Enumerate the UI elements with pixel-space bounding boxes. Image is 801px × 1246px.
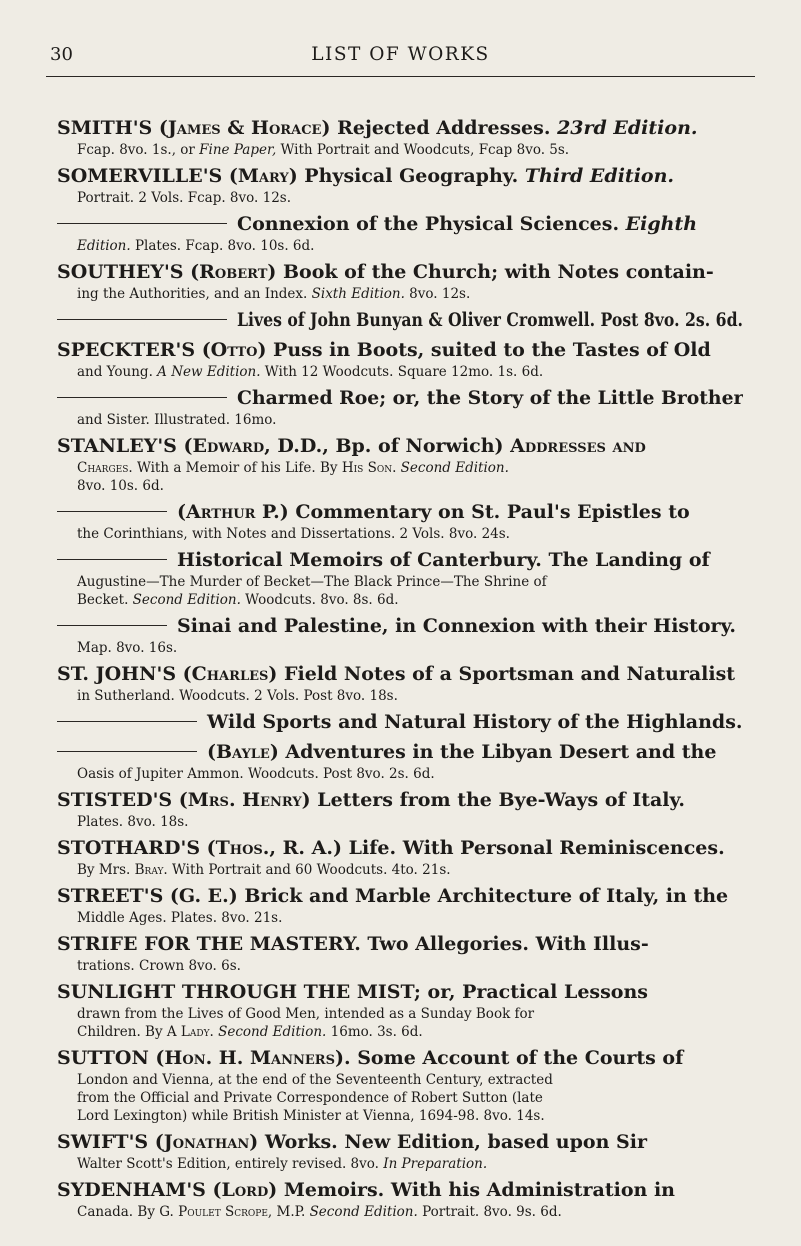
entry-text: With a Memoir of his Life. By [132,460,342,476]
entry-heading [57,710,743,735]
entry-text: Second Edition. [213,1024,327,1040]
entry-text: Charges. [77,460,133,476]
entry-text: 16mo. 3s. 6d. [326,1024,423,1040]
entry-text: Lives of John Bunyan & Oliver Cromwell. Post 8vo. 2s. 6d. [237,309,743,331]
entry-text: Portrait. 8vo. 9s. 6d. [417,1204,562,1220]
ditto-dash [57,751,197,752]
entry-text: Bray. [134,862,168,878]
entry-text: Life. With Personal Reminiscences. [348,837,725,859]
entry-text: Physical Geography. [304,165,519,187]
work-entry [57,500,743,543]
entry-detail-line [57,1089,743,1107]
entry-text: Letters from the Bye-Ways of Italy. [317,789,685,811]
page-number: 30 [50,44,73,65]
entry-detail-line [57,285,743,303]
work-entry [57,836,743,879]
entry-text: Third Edition. [518,165,675,187]
entry-text: Oasis of Jupiter Ammon. Woodcuts. Post 8vo. 2s. 6d. [77,766,435,782]
entry-text: 8vo. 12s. [404,286,471,302]
entry-detail-line [57,591,743,609]
entry-text: 8vo. 10s. 6d. [77,478,164,494]
entry-text: (Mary) [222,165,305,187]
entry-text: D.D., Bp. of Norwich) [277,435,504,457]
entry-heading [57,164,743,189]
entry-text: Puss in Boots, suited to the Tastes of Old [273,339,711,361]
entry-text: SUNLIGHT THROUGH THE MIST; or, Practical Lessons [57,981,648,1003]
entry-text: (Bayle) [207,741,286,763]
entry-heading [57,788,743,813]
entry-text: Second Edition. [132,592,241,608]
ditto-dash [57,721,197,722]
entry-text: SWIFT'S [57,1131,149,1153]
entry-text: from the Official and Private Correspondence of Robert Sutton (late [77,1090,543,1106]
entry-text: (Arthur P.) [177,501,296,523]
work-entry [57,932,743,975]
work-entry [57,1178,743,1221]
entry-text: A Lady. [166,1024,214,1040]
ditto-dash [57,511,167,512]
work-entry [57,614,743,657]
entry-heading [57,212,743,237]
entry-text: Lord Lexington) while British Minister at Vienna, 1694-98. 8vo. 14s. [77,1108,545,1124]
entry-detail-line [57,687,743,705]
entry-text: Walter Scott's Edition, entirely revised. 8vo. [77,1156,384,1172]
entry-text: Charmed Roe; or, the Story of the Little Brother [237,387,743,409]
entry-text: Brick and Marble Architecture of Italy, in the [244,885,729,907]
entry-text: Canada. By [77,1204,160,1220]
entry-text: STISTED'S [57,789,173,811]
entry-detail-line [57,1107,743,1125]
entry-text: Eighth [619,213,698,235]
entry-text: (Lord) [205,1179,284,1201]
entry-detail-line [57,1155,743,1173]
entry-text: drawn from the Lives of Good Men, intended as a Sunday Book for [77,1006,535,1022]
work-entry [57,740,743,783]
entry-detail-line [57,525,743,543]
entry-text: Connexion of the Physical Sciences. [237,213,620,235]
ditto-dash [57,397,227,398]
entry-detail-line [57,189,743,207]
ditto-dash [57,319,227,320]
work-entry [57,1046,743,1125]
entry-text: Second Edition. [396,460,509,476]
entry-heading [57,932,743,957]
entry-text: M.P. [272,1204,310,1220]
entry-text: Field Notes of a Sportsman and Naturalist [284,663,736,685]
entry-detail-line [57,1023,743,1041]
work-entry [57,260,743,303]
entry-text: Addresses and [503,435,646,457]
entry-text: Children. By [77,1024,167,1040]
entry-text: SPECKTER'S [57,339,196,361]
work-entry [57,788,743,831]
work-entry [57,548,743,609]
entry-text: A New Edition. [157,364,261,380]
work-entry [57,1130,743,1173]
entry-text: G. Poulet Scrope, [159,1204,273,1220]
entry-detail-line [57,639,743,657]
entry-text: Fine Paper, [199,142,277,158]
entry-detail-line [57,813,743,831]
entry-text: With Portrait and Woodcuts, Fcap 8vo. 5s. [276,142,570,158]
work-entry [57,434,743,495]
entry-text: 23rd Edition. [550,117,698,139]
entry-heading [57,116,743,141]
entry-text: Plates. Fcap. 8vo. 10s. 6d. [130,238,315,254]
entry-text: Historical Memoirs of Canterbury. The Landing of [177,549,710,571]
entry-detail-line [57,141,743,159]
entry-detail-line [57,1071,743,1089]
entry-text: STRIFE FOR THE MASTERY. Two Allegories. With Illus- [57,933,649,955]
entry-text: (Otto) [195,339,274,361]
entry-text: In Preparation. [383,1156,488,1172]
page-title: LIST OF WORKS [311,44,490,65]
entry-text: London and Vienna, at the end of the Seventeenth Century, extracted [77,1072,553,1088]
ditto-dash [57,625,167,626]
entry-detail-line [57,909,743,927]
work-entry [57,212,743,255]
entry-text: (James & Horace) [152,117,338,139]
entry-detail-line [57,1005,743,1023]
entry-text: SOUTHEY'S [57,261,184,283]
entry-text: Portrait. 2 Vols. Fcap. 8vo. 12s. [77,190,292,206]
entry-text: (Hon. H. Manners). [148,1047,358,1069]
entry-text: (Robert) [183,261,283,283]
entry-text: and Young. [77,364,158,380]
entry-text: STOTHARD'S [57,837,201,859]
entry-heading [57,1130,743,1155]
ditto-dash [57,559,167,560]
work-entry [57,116,743,159]
entry-text: (Jonathan) [148,1131,265,1153]
entry-text: With 12 Woodcuts. Square 12mo. 1s. 6d. [260,364,544,380]
entry-heading [57,434,743,459]
entry-text: in Sutherland. Woodcuts. 2 Vols. Post 8vo. 18s. [77,688,398,704]
entry-text: Middle Ages. Plates. 8vo. 21s. [77,910,283,926]
entry-text: STANLEY'S [57,435,177,457]
entry-text: SUTTON [57,1047,149,1069]
work-entry [57,980,743,1041]
entry-detail-line [57,237,743,255]
entry-detail-line [57,573,743,591]
work-entry [57,338,743,381]
entry-text: Woodcuts. 8vo. 8s. 6d. [240,592,399,608]
entry-text: and Sister. Illustrated. 16mo. [77,412,277,428]
work-entry [57,386,743,429]
entry-text: Adventures in the Libyan Desert and the [285,741,717,763]
entry-text: Sixth Edition. [311,286,405,302]
entry-text: SYDENHAM'S [57,1179,206,1201]
entry-heading [57,548,743,573]
entry-text: SOMERVILLE'S [57,165,223,187]
work-entry [57,164,743,207]
entry-text: (Thos., R. A.) [200,837,349,859]
entry-detail-line [57,765,743,783]
entry-heading [57,500,743,525]
entry-text: Works. New Edition, based upon Sir [264,1131,647,1153]
header-rule [46,76,755,77]
entry-text: Map. 8vo. 16s. [77,640,178,656]
entry-heading [57,386,743,411]
entry-text: Some Account of the Courts of [357,1047,684,1069]
entry-text: Book of the Church; with Notes contain- [282,261,714,283]
entry-text: ST. JOHN'S [57,663,177,685]
entry-text: ing the Authorities, and an Index. [77,286,312,302]
entry-detail-line [57,363,743,381]
entry-heading [57,1046,743,1071]
entry-heading [57,884,743,909]
entry-detail-line [57,459,743,477]
entry-detail-line [57,1203,743,1221]
entry-heading [57,740,743,765]
entry-detail-line [57,477,743,495]
entry-text: Memoirs. With his Administration in [283,1179,675,1201]
entry-text: SMITH'S [57,117,153,139]
entry-heading [57,836,743,861]
entry-text: trations. Crown 8vo. 6s. [77,958,241,974]
entry-text: Commentary on St. Paul's Epistles to [295,501,690,523]
entry-heading [57,980,743,1005]
page-header [0,44,801,74]
entry-detail-line [57,411,743,429]
entry-heading [57,308,743,333]
work-entry [57,710,743,735]
work-entry [57,308,743,333]
entry-detail-line [57,861,743,879]
entry-text: Edition. [77,238,131,254]
entry-text: Becket. [77,592,133,608]
entry-heading [57,614,743,639]
entry-text: Augustine—The Murder of Becket—The Black Prince—The Shrine of [77,574,547,590]
entry-text: (Edward, [176,435,278,457]
entry-detail-line [57,957,743,975]
entry-heading [57,1178,743,1203]
works-list [57,116,743,1226]
entry-text: (Mrs. Henry) [172,789,318,811]
work-entry [57,662,743,705]
entry-text: Sinai and Palestine, in Connexion with their History. [177,615,737,637]
entry-text: Plates. 8vo. 18s. [77,814,189,830]
entry-text: (Charles) [176,663,284,685]
ditto-dash [57,223,227,224]
entry-text: Rejected Addresses. [337,117,551,139]
entry-text: Second Edition. [309,1204,418,1220]
entry-text: By Mrs. [77,862,135,878]
entry-text: Fcap. 8vo. 1s., or [77,142,200,158]
entry-heading [57,260,743,285]
entry-text: With Portrait and 60 Woodcuts. 4to. 21s. [167,862,451,878]
entry-text: the Corinthians, with Notes and Dissertations. 2 Vols. 8vo. 24s. [77,526,510,542]
entry-text: His Son. [341,460,397,476]
entry-heading [57,662,743,687]
entry-text: STREET'S [57,885,164,907]
entry-heading [57,338,743,363]
work-entry [57,884,743,927]
entry-text: Wild Sports and Natural History of the Highlands. [207,711,743,733]
entry-text: (G. E.) [163,885,245,907]
